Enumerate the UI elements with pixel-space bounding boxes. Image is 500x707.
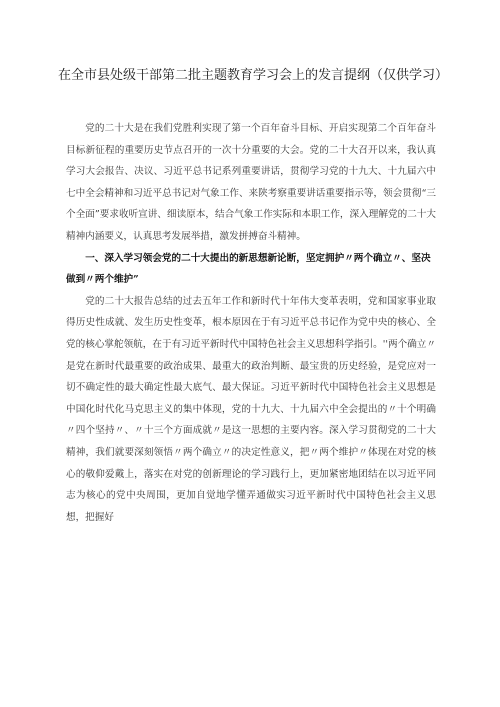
document-body — [66, 118, 436, 528]
section-heading: 一、深入学习领会党的二十大提出的新思想新论断，坚定拥护〃两个确立〃、坚决做到〃两个维护” — [66, 252, 431, 286]
section-paragraph: 党的二十大报告总结的过去五年工作和新时代十年伟大变革表明，党和国家事业取得历史性成就、发生历史性变革，根本原因在于有习近平总书记作为党中央的核心、全党的核心掌舵领航，在于有习近平新时代中国特色社会主义思想科学指引。''两个确立〃是党在新时代最重要的政治成果、最重大的政治判断、最宝贵的历史经验，是党应对一切不确定性的最大确定性最大底气、最大保证。习近平新时代中国特色社会主义思想是中国化时代化马克思主义的集中体现，党的十九大、十九届六中全会提出的〃十个明确〃四个坚持〃、〃十三个方面成就〃是这一思想的主要内容。深入学习贯彻党的二十大精神，我们就要深刻领悟〃两个确立〃的决定性意义，把〃两个维护〃体现在对党的核心的敬仰爱戴上，落实在对党的创新理论的学习践行上，更加紧密地团结在以习近平同志为核心的党中央周围，更加自觉地学懂弄通做实习近平新时代中国特色社会主义思想，把握好 — [66, 295, 436, 523]
intro-paragraph: 党的二十大是在我们党胜利实现了第一个百年奋斗目标、开启实现第二个百年奋斗目标新征程的重要历史节点召开的一次十分重要的大会。党的二十大召开以来，我认真学习大会报告、决议、习近平总书记系列重要讲话，贯彻学习党的十九大、十九届六中七中全会精神和习近平总书记对气象工作、来陕考察重要讲话重要指示等，领会贯彻“三个全面”要求收听宣讲、细读原本，结合气象工作实际和本职工作，深入理解党的二十大精神内涵要义，认真思考发展举措，激发拼搏奋斗精神。 — [66, 123, 436, 242]
document-title: 在全市县处级干部第二批主题教育学习会上的发言提纲（仅供学习） — [58, 68, 449, 83]
